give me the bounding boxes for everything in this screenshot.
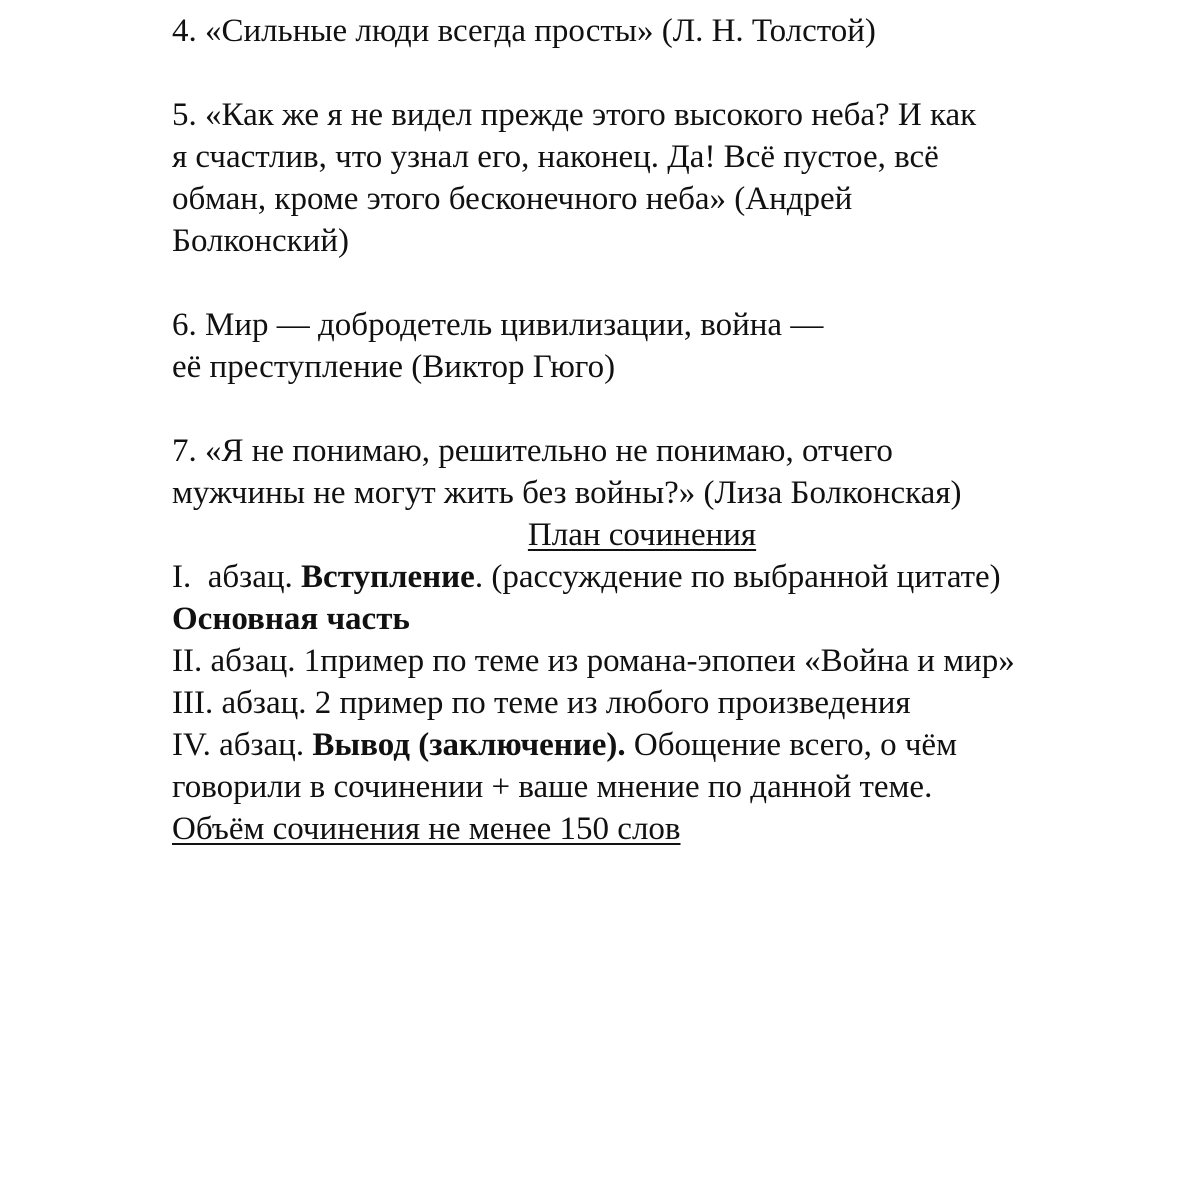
quote-7-line-1: 7. «Я не понимаю, решительно не понимаю, отчего: [172, 433, 893, 469]
document-page: [172, 10, 1172, 850]
plan-paragraph-4-prefix: IV. абзац.: [172, 727, 313, 763]
plan-title-row: [172, 514, 1112, 556]
quote-5: [172, 94, 1172, 262]
plan-title: План сочинения: [527, 517, 757, 553]
plan-paragraph-4: [172, 724, 1172, 766]
plan-paragraph-2: II. абзац. 1пример по теме из романа-эпопеи «Война и мир»: [172, 643, 1015, 679]
spacer: [172, 388, 1172, 430]
main-part-heading-text: Основная часть: [172, 601, 410, 637]
quote-5-line-2: я счастлив, что узнал его, наконец. Да! Всё пустое, всё: [172, 139, 939, 175]
quote-6: [172, 304, 1172, 388]
plan-paragraph-1-rest: . (рассуждение по выбранной цитате): [474, 559, 1001, 595]
plan-paragraph-4-line-2: говорили в сочинении + ваше мнение по данной теме.: [172, 769, 933, 805]
quote-4: 4. «Сильные люди всегда просты» (Л. Н. Толстой): [172, 13, 876, 49]
plan-paragraph-4-rest: Обощение всего, о чём: [625, 727, 957, 763]
quote-7: [172, 430, 1172, 514]
spacer: [172, 52, 1172, 94]
plan-paragraph-3: III. абзац. 2 пример по теме из любого произведения: [172, 685, 911, 721]
plan-paragraph-4-bold: Вывод (заключение).: [312, 727, 626, 763]
volume-note: Объём сочинения не менее 150 слов: [172, 811, 681, 847]
main-part-heading: [172, 598, 1172, 640]
quote-7-line-2: мужчины не могут жить без войны?» (Лиза Болконская): [172, 475, 962, 511]
plan-paragraph-1: [172, 556, 1172, 598]
quote-5-line-3: обман, кроме этого бесконечного неба» (Андрей: [172, 181, 853, 217]
quote-6-line-1: 6. Мир — добродетель цивилизации, война —: [172, 307, 824, 343]
spacer: [172, 262, 1172, 304]
volume-note-row: [172, 808, 1172, 850]
plan-paragraph-1-prefix: I. абзац.: [172, 559, 302, 595]
quote-5-line-1: 5. «Как же я не видел прежде этого высокого неба? И как: [172, 97, 977, 133]
quote-5-line-4: Болконский): [172, 223, 349, 259]
quote-6-line-2: её преступление (Виктор Гюго): [172, 349, 616, 385]
plan-paragraph-1-bold: Вступление: [301, 559, 475, 595]
